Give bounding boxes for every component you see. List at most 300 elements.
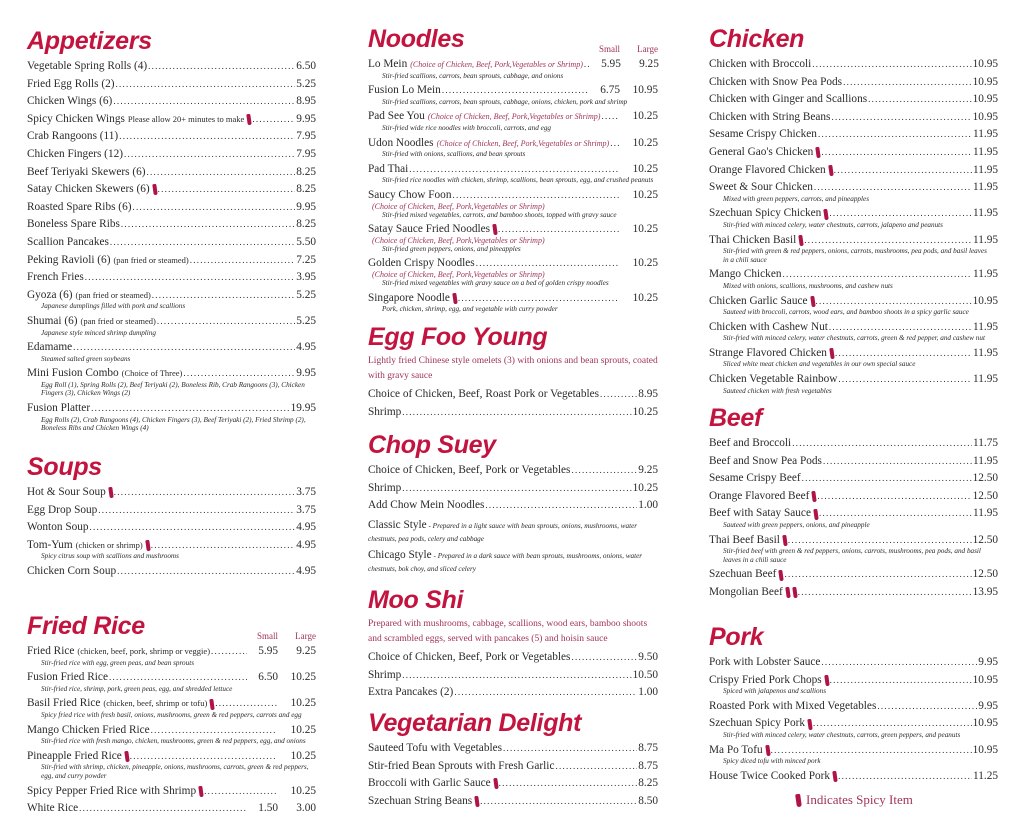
menu-item[interactable] xyxy=(27,164,316,182)
menu-item[interactable] xyxy=(27,199,316,217)
item-price: 12.50 xyxy=(972,533,998,546)
item-name: Szechuan Beef xyxy=(709,568,777,581)
item-name: Crispy Fried Pork Chops xyxy=(709,673,822,686)
menu-item[interactable] xyxy=(27,722,316,746)
item-name: Mango Chicken Fried Rice xyxy=(27,723,150,736)
price-small: 5.95 xyxy=(601,58,621,70)
menu-item[interactable] xyxy=(709,74,998,92)
menu-item-row xyxy=(709,74,998,92)
menu-item[interactable] xyxy=(709,435,998,453)
dot-leader xyxy=(499,775,638,793)
item-name: Satay Sauce Fried Noodles xyxy=(368,223,491,236)
menu-item-row xyxy=(709,768,998,786)
chili-pepper-icon xyxy=(493,778,498,789)
menu-item[interactable] xyxy=(368,187,658,219)
dot-leader xyxy=(571,462,637,480)
menu-item[interactable] xyxy=(709,371,998,395)
dot-leader xyxy=(868,91,971,109)
menu-item-row xyxy=(709,91,998,109)
size-header xyxy=(240,631,316,641)
item-price: 8.50 xyxy=(638,794,658,807)
dot-leader xyxy=(402,404,631,422)
item-name: Shrimp xyxy=(368,405,402,418)
item-choice: (Choice of Chicken, Beef, Pork,Vegetables or Shrimp) xyxy=(436,138,610,148)
menu-item[interactable] xyxy=(27,287,316,311)
menu-item[interactable] xyxy=(27,58,316,76)
dot-leader xyxy=(90,519,296,537)
item-price: 7.95 xyxy=(296,147,316,160)
item-name: Pad See You xyxy=(368,110,425,123)
chili-pepper-icon xyxy=(779,569,784,580)
item-name: Pineapple Fried Rice xyxy=(27,749,122,762)
menu-item[interactable] xyxy=(27,800,316,818)
menu-item[interactable] xyxy=(27,643,316,667)
item-price: 11.95 xyxy=(973,507,998,520)
item-choice: (Choice of Chicken, Beef, Pork,Vegetables or Shrimp) xyxy=(410,60,583,69)
price-large: 10.95 xyxy=(632,84,658,97)
item-name: Roasted Pork with Mixed Vegetables xyxy=(709,699,877,712)
menu-item[interactable] xyxy=(27,748,316,781)
dot-leader xyxy=(147,164,296,182)
dot-leader xyxy=(821,654,977,672)
chili-pepper-icon xyxy=(198,786,203,797)
item-price: 8.95 xyxy=(296,95,316,108)
menu-item[interactable] xyxy=(368,221,658,253)
section-header xyxy=(709,24,998,54)
price-large: 9.25 xyxy=(296,645,316,657)
item-name: Chicken Garlic Sauce xyxy=(709,294,808,307)
price-small: 6.75 xyxy=(600,84,620,97)
item-name: Tom-Yum xyxy=(27,538,73,551)
item-description: Stir-fried green peppers, onions, and pineapples xyxy=(382,244,521,253)
item-description: Stir-fried rice, shrimp, pork, green peas, egg, and shredded lettuce xyxy=(41,684,233,693)
section-title: Fried Rice xyxy=(27,612,145,640)
menu-item[interactable] xyxy=(27,502,316,520)
item-name: Sesame Crispy Chicken xyxy=(709,128,817,141)
menu-item[interactable] xyxy=(27,365,316,398)
size-label: Large xyxy=(637,44,658,54)
menu-item-row xyxy=(27,484,316,502)
menu-item[interactable] xyxy=(368,135,658,159)
menu-item[interactable] xyxy=(709,179,998,203)
dot-leader xyxy=(821,144,972,162)
price-large: 9.25 xyxy=(639,58,659,70)
menu-item[interactable] xyxy=(368,56,658,80)
menu-item[interactable] xyxy=(368,386,658,404)
chili-pepper-icon xyxy=(247,114,252,125)
menu-item-row xyxy=(368,793,658,811)
menu-item[interactable] xyxy=(709,742,998,766)
spicy-legend xyxy=(793,792,913,808)
dot-leader xyxy=(402,480,631,498)
menu-item[interactable] xyxy=(27,146,316,164)
item-name: Chicken Corn Soup xyxy=(27,564,117,577)
item-description: Spicy diced tofu with minced pork xyxy=(723,757,821,766)
item-name: Peking Ravioli (6) xyxy=(27,253,111,266)
menu-item-row xyxy=(27,199,316,217)
menu-item[interactable] xyxy=(368,775,658,793)
menu-item[interactable] xyxy=(368,684,658,702)
price-small: 6.50 xyxy=(258,671,278,684)
item-price: 11.95 xyxy=(973,207,998,220)
style-description: - Prepared in a light sauce with bean sprouts, onions, mushrooms, water chestnuts, pea pods, celery and cabbage xyxy=(368,521,638,543)
item-description: Stir-fried with shrimp, chicken, pineapple, onions, mushrooms, carrots, green & red peppers, egg, and curry powder xyxy=(41,763,309,780)
section-appetizers xyxy=(27,26,316,435)
item-name: Chicken with Cashew Nut xyxy=(709,320,828,333)
item-price: 10.95 xyxy=(972,294,998,307)
item-price: 10.95 xyxy=(972,110,998,123)
chili-pepper-icon xyxy=(807,718,812,729)
menu-item[interactable] xyxy=(709,345,998,369)
dot-leader xyxy=(454,684,637,702)
item-price: 5.25 xyxy=(296,314,316,327)
item-name: Fusion Platter xyxy=(27,402,91,415)
section-header xyxy=(709,622,998,652)
item-name: Wonton Soup xyxy=(27,521,89,534)
menu-item-row xyxy=(709,56,998,74)
item-name: Shrimp xyxy=(368,668,402,681)
dot-leader xyxy=(571,649,637,667)
menu-item[interactable] xyxy=(709,319,998,343)
item-description: Stir-fried rice noodles with chicken, shrimp, scallions, bean sprouts, egg, and crushed peanuts xyxy=(382,176,654,185)
item-name: Beef with Satay Sauce xyxy=(709,507,811,520)
item-name: House Twice Cooked Pork xyxy=(709,769,831,782)
size-label: Small xyxy=(256,631,278,641)
menu-item[interactable] xyxy=(709,488,998,506)
dot-leader xyxy=(114,484,295,502)
dot-leader xyxy=(211,643,247,661)
item-name: Scallion Pancakes xyxy=(27,235,109,248)
item-name: Orange Flavored Beef xyxy=(709,489,810,502)
item-name: Chicken Fingers (12) xyxy=(27,147,124,160)
dot-leader xyxy=(584,56,590,74)
menu-item[interactable] xyxy=(709,768,998,786)
menu-item-row xyxy=(368,56,658,74)
menu-item-row xyxy=(709,488,998,506)
menu-item[interactable] xyxy=(27,400,316,433)
item-price: 11.95 xyxy=(973,145,998,158)
item-price: 11.95 xyxy=(973,128,998,141)
item-price: 10.50 xyxy=(632,668,658,681)
menu-item[interactable] xyxy=(368,462,658,480)
item-name: Boneless Spare Ribs xyxy=(27,218,120,231)
menu-item[interactable] xyxy=(27,76,316,94)
chili-pepper-icon xyxy=(210,698,215,709)
item-price: 10.95 xyxy=(972,743,998,756)
item-description: Stir-fried mixed vegetables, carrots, and bamboo shoots, topped with gravy sauce xyxy=(382,210,617,219)
item-name: Chicken with Snow Pea Pods xyxy=(709,75,843,88)
dot-leader xyxy=(132,199,295,217)
item-description: Stir-fried wide rice noodles with broccoli, carrots, and egg xyxy=(382,123,552,132)
menu-item-row xyxy=(27,58,316,76)
item-name: General Gao's Chicken xyxy=(709,145,814,158)
chili-pepper-icon xyxy=(795,793,802,807)
menu-item[interactable] xyxy=(368,758,658,776)
menu-item[interactable] xyxy=(709,144,998,162)
menu-item[interactable] xyxy=(709,453,998,471)
item-description: Sauteed with broccoli, carrots, wood ears, and bamboo shoots in a spicy garlic sauce xyxy=(723,308,969,317)
item-note: (chicken, beef, pork, shrimp or veggie) xyxy=(77,646,211,656)
item-name: Chicken with Broccoli xyxy=(709,58,812,70)
item-price: 11.95 xyxy=(973,181,998,194)
menu-item[interactable] xyxy=(709,126,998,144)
item-price: 9.95 xyxy=(978,656,998,668)
item-price: 10.95 xyxy=(972,673,998,686)
menu-item[interactable] xyxy=(709,232,998,265)
item-price: 10.25 xyxy=(632,481,658,494)
item-price: 9.25 xyxy=(638,464,658,476)
menu-item-row xyxy=(27,111,316,129)
price-large: 10.25 xyxy=(632,257,658,270)
item-description: Stir-fried with minced celery, water chestnuts, carrots, jalapeno and peanuts xyxy=(723,220,943,229)
item-price: 10.95 xyxy=(972,717,998,730)
menu-item[interactable] xyxy=(368,108,658,132)
item-price: 12.50 xyxy=(972,489,998,502)
item-name: Strange Flavored Chicken xyxy=(709,346,827,359)
price-large: 10.25 xyxy=(632,110,658,123)
item-name: Chicken with Ginger and Scallions xyxy=(709,93,868,106)
dot-leader xyxy=(503,740,637,758)
dot-leader xyxy=(555,758,637,776)
item-name: Saucy Chow Foon xyxy=(368,188,452,201)
menu-item[interactable] xyxy=(709,654,998,672)
section-header xyxy=(27,452,316,482)
item-description: Stir-fried with minced celery, water chestnuts, carrots, green & red pepper, and cashew nut xyxy=(723,334,985,343)
chili-pepper-icon xyxy=(798,235,803,246)
menu-item-row xyxy=(27,269,316,287)
item-name: Udon Noodles xyxy=(368,136,434,149)
section-header xyxy=(368,430,658,460)
menu-item[interactable] xyxy=(27,181,316,199)
menu-item-row xyxy=(368,462,658,480)
section-intro: Lightly fried Chinese style omelets (3) with onions and bean sprouts, coated with gravy sauce xyxy=(368,356,658,381)
section-title: Vegetarian Delight xyxy=(368,709,582,737)
menu-item-row xyxy=(27,216,316,234)
menu-item[interactable] xyxy=(368,793,658,811)
item-name: Sesame Crispy Beef xyxy=(709,472,801,485)
menu-item[interactable] xyxy=(709,532,998,565)
item-note: (pan fried or steamed) xyxy=(75,289,151,300)
menu-item-row xyxy=(27,563,316,581)
item-price: 4.95 xyxy=(296,521,316,534)
item-price: 9.95 xyxy=(296,367,316,380)
item-price: 3.95 xyxy=(296,271,316,284)
item-name: Singapore Noodle xyxy=(368,291,450,304)
item-name: Mango Chicken xyxy=(709,268,782,281)
dot-leader xyxy=(792,435,972,453)
item-price: 10.95 xyxy=(972,93,998,106)
chili-pepper-icon xyxy=(492,224,497,235)
item-name: Golden Crispy Noodles xyxy=(368,257,475,270)
item-description: Pork, chicken, shrimp, egg, and vegetable with curry powder xyxy=(382,305,558,314)
item-price: 8.75 xyxy=(638,742,658,754)
item-choice: (Choice of Chicken, Beef, Pork,Vegetables or Shrimp) xyxy=(427,112,601,122)
item-price: 8.25 xyxy=(296,183,316,196)
item-name: Add Chow Mein Noodles xyxy=(368,499,485,512)
section-title: Appetizers xyxy=(27,27,152,55)
menu-item[interactable] xyxy=(27,695,316,719)
menu-item[interactable] xyxy=(709,698,998,716)
section-title: Egg Foo Young xyxy=(368,323,548,351)
menu-item[interactable] xyxy=(27,537,316,561)
menu-item[interactable] xyxy=(709,162,998,180)
menu-item[interactable] xyxy=(27,111,316,129)
item-price: 11.25 xyxy=(973,769,998,782)
item-choice: (Choice of Chicken, Beef, Pork,Vegetables or Shrimp) xyxy=(372,235,545,245)
menu-item[interactable] xyxy=(709,293,998,317)
item-price: 5.25 xyxy=(296,288,316,301)
section-pork xyxy=(709,622,998,785)
menu-item-row xyxy=(709,435,998,453)
size-label: Large xyxy=(295,631,316,641)
price-large: 10.25 xyxy=(290,671,316,684)
menu-item[interactable] xyxy=(709,205,998,229)
menu-item[interactable] xyxy=(709,266,998,290)
menu-item[interactable] xyxy=(709,56,998,74)
dot-leader xyxy=(116,76,296,94)
price-large: 3.00 xyxy=(296,802,316,815)
menu-item[interactable] xyxy=(27,519,316,537)
item-description: Stir-fried mixed vegetables with gravy sauce on a bed of golden crispy noodles xyxy=(382,278,609,287)
dot-leader xyxy=(812,56,971,74)
menu-item[interactable] xyxy=(368,649,658,667)
chili-pepper-icon xyxy=(824,208,829,219)
menu-item[interactable] xyxy=(368,404,658,422)
menu-item[interactable] xyxy=(27,252,316,270)
menu-item[interactable] xyxy=(709,672,998,696)
item-name: Chicken Vegetable Rainbow xyxy=(709,373,838,386)
item-price: 11.95 xyxy=(973,268,998,281)
menu-item-row xyxy=(709,470,998,488)
item-description: Stir-fried beef with green & red peppers, onions, carrots, mushrooms, pea pods, and basil leaves in a chili sauce xyxy=(723,547,981,564)
item-price: 4.95 xyxy=(296,564,316,577)
menu-item[interactable] xyxy=(27,339,316,363)
item-name: Extra Pancakes (2) xyxy=(368,686,454,699)
dot-leader xyxy=(85,269,295,287)
menu-item-row xyxy=(27,519,316,537)
menu-item-row xyxy=(709,453,998,471)
section-header xyxy=(368,322,658,352)
section-chicken xyxy=(709,24,998,397)
item-name: Hot & Sour Soup xyxy=(27,486,106,498)
section-chop-suey xyxy=(368,430,658,579)
item-name: Fusion Lo Mein xyxy=(368,84,441,97)
menu-item[interactable] xyxy=(27,669,316,693)
item-note: (Choice of Three) xyxy=(121,368,183,379)
chili-pepper-icon xyxy=(812,491,817,502)
menu-item[interactable] xyxy=(368,480,658,498)
item-name: Ma Po Tofu xyxy=(709,743,763,756)
menu-item[interactable] xyxy=(27,783,316,801)
dot-leader xyxy=(158,181,296,199)
menu-item-row xyxy=(368,740,658,758)
item-price: 9.95 xyxy=(296,112,316,125)
item-price: 9.95 xyxy=(978,699,998,712)
item-description: Japanese dumplings filled with pork and scallions xyxy=(41,302,186,311)
menu-item[interactable] xyxy=(709,109,998,127)
section-noodles xyxy=(368,24,658,316)
menu-item[interactable] xyxy=(368,255,658,287)
item-choice: (Choice of Chicken, Beef, Pork,Vegetables or Shrimp) xyxy=(372,201,545,211)
section-header xyxy=(368,24,658,54)
dot-leader xyxy=(843,74,972,92)
menu-item[interactable] xyxy=(368,290,658,314)
item-name: Lo Mein xyxy=(368,58,408,70)
dot-leader xyxy=(485,497,637,515)
item-price: 8.25 xyxy=(638,777,658,790)
menu-item[interactable] xyxy=(27,216,316,234)
item-name: Beef and Broccoli xyxy=(709,437,792,449)
item-price: 11.95 xyxy=(973,233,998,246)
menu-item[interactable] xyxy=(368,161,658,185)
item-price: 8.25 xyxy=(296,165,316,178)
dot-leader xyxy=(480,793,637,811)
style-name: Classic Style xyxy=(368,518,427,531)
dot-leader xyxy=(117,563,295,581)
item-price: 10.25 xyxy=(632,405,658,418)
menu-item[interactable] xyxy=(709,91,998,109)
item-name: Szechuan String Beans xyxy=(368,794,473,807)
item-price: 11.95 xyxy=(973,454,998,467)
menu-item[interactable] xyxy=(27,269,316,287)
menu-item[interactable] xyxy=(27,563,316,581)
menu-item-row xyxy=(27,234,316,252)
item-name: Chicken with String Beans xyxy=(709,110,831,123)
dot-leader xyxy=(119,128,295,146)
menu-item-row xyxy=(368,497,658,515)
item-name: Choice of Chicken, Beef, Pork or Vegetables xyxy=(368,651,571,663)
menu-item[interactable] xyxy=(368,667,658,685)
item-name: Spicy Chicken Wings xyxy=(27,112,125,125)
menu-item-row xyxy=(368,386,658,404)
menu-item[interactable] xyxy=(368,497,658,515)
menu-item-row xyxy=(709,144,998,162)
menu-item-row xyxy=(27,181,316,199)
menu-item[interactable] xyxy=(27,93,316,111)
menu-item-row xyxy=(368,667,658,685)
menu-item[interactable] xyxy=(27,128,316,146)
chili-pepper-icon xyxy=(785,587,790,598)
menu-item[interactable] xyxy=(368,82,658,106)
item-description: Spicy citrus soup with scallions and mushrooms xyxy=(41,552,179,561)
dot-leader xyxy=(834,162,972,180)
menu-item[interactable] xyxy=(709,584,998,602)
menu-item[interactable] xyxy=(27,313,316,337)
chili-pepper-icon xyxy=(124,751,129,762)
menu-item[interactable] xyxy=(368,740,658,758)
section-title: Noodles xyxy=(368,25,465,53)
menu-item[interactable] xyxy=(709,505,998,529)
dot-leader xyxy=(831,109,971,127)
menu-item[interactable] xyxy=(27,484,316,502)
item-description: Egg Rolls (2), Crab Rangoons (4), Chicken Fingers (3), Beef Teriyaki (2), Fried Shrimp (2), Boneless Ribs and Chicken Wings (4) xyxy=(41,415,306,433)
item-description: Stir-fried with minced celery, water chestnuts, carrots, green peppers, and peanuts xyxy=(723,730,961,739)
item-description: Stir-fried scallions, carrots, bean sprouts, cabbage, and onions xyxy=(382,71,564,80)
item-description: Sauteed chicken with fresh vegetables xyxy=(723,386,832,395)
menu-item-row xyxy=(368,404,658,422)
section-title: Chicken xyxy=(709,25,805,53)
menu-item[interactable] xyxy=(709,470,998,488)
item-price: 1.00 xyxy=(638,499,658,512)
menu-item[interactable] xyxy=(709,715,998,739)
dot-leader xyxy=(252,111,295,129)
menu-item-row xyxy=(368,480,658,498)
menu-item[interactable] xyxy=(709,566,998,584)
price-large: 10.25 xyxy=(632,162,658,175)
menu-item[interactable] xyxy=(27,234,316,252)
item-name: White Rice xyxy=(27,802,79,815)
section-moo-shi xyxy=(368,585,658,702)
